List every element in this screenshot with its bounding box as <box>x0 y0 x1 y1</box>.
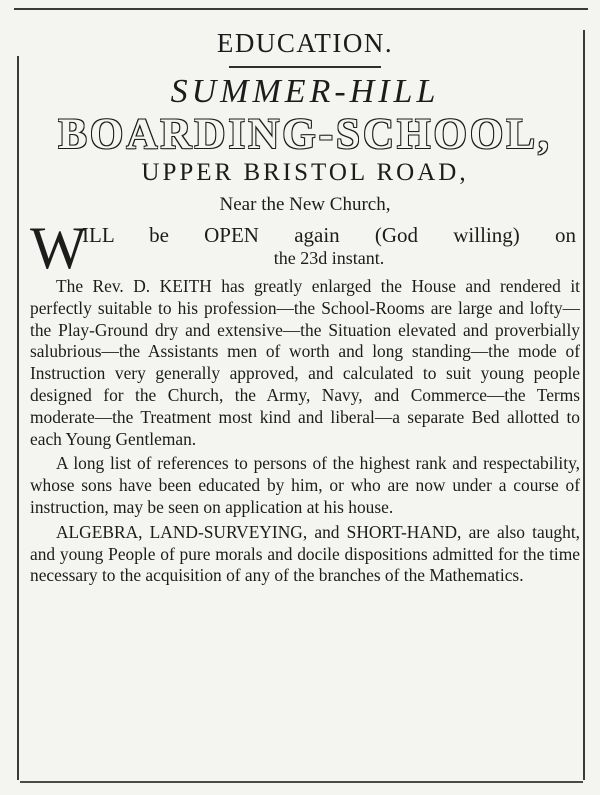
top-border-rule <box>14 8 588 10</box>
left-column-rule <box>17 56 19 780</box>
advertisement <box>30 26 580 587</box>
street-address: UPPER BRISTOL ROAD, <box>141 159 469 186</box>
opening-line: ILL be OPEN again (God willing) on <box>82 223 576 247</box>
location-note: Near the New Church, <box>219 194 391 215</box>
body-paragraph-subjects: ALGEBRA, LAND-SURVEYING, and SHORT-HAND, are also taught, and young People of pure morals and docile dispositions admitted for the time necessary to the acquisition of any of the branches of the Mathematics. <box>30 521 580 586</box>
section-heading: EDUCATION. <box>216 28 394 58</box>
school-name: SUMMER-HILL <box>170 73 440 110</box>
heading-divider <box>229 66 381 68</box>
school-type: BOARDING-SCHOOL, <box>58 111 552 158</box>
body-paragraph-references: A long list of references to persons of the highest rank and respectability, whose sons have been educated by him, or who are now under a course of instruction, may be seen on application at his house. <box>30 453 580 517</box>
opening-announcement <box>30 215 580 281</box>
bottom-border-rule <box>20 781 583 783</box>
body-paragraph-description: The Rev. D. KEITH has greatly enlarged the House and rendered it perfectly suitable to his profession—the School-Rooms are large and lofty—the Play-Ground dry and extensive—the Situation elevated and proverbially salubrious—the Assistants men of worth and long standing—the mode of Instruction very generally approved, and calculated to suit young people designed for the Church, the Army, Navy, and Commerce—the Terms moderate—the Treatment most kind and liberal—a separate Bed allotted to each Young Gentleman. <box>30 276 580 449</box>
opening-date: the 23d instant. <box>273 248 385 268</box>
right-column-rule <box>583 30 585 780</box>
drop-cap: W <box>30 215 87 281</box>
